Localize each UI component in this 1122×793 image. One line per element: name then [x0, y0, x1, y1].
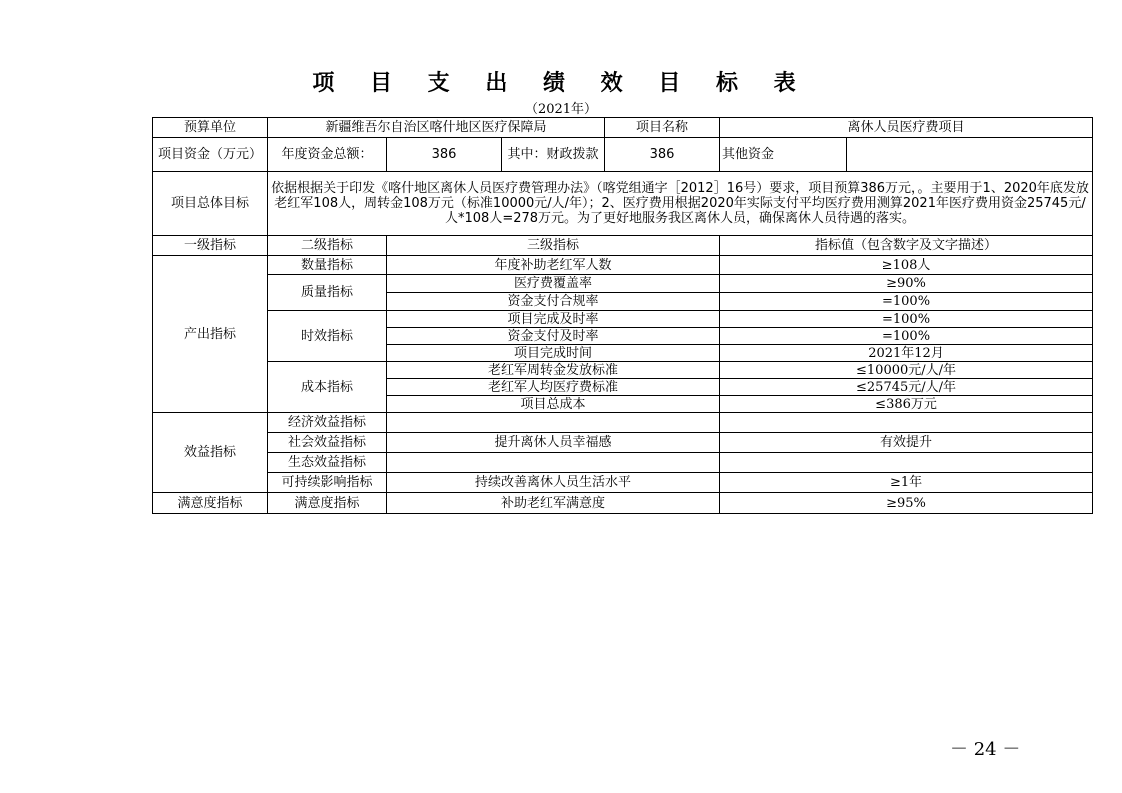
indicator-value: ≥1年 [720, 473, 1093, 493]
indicator-value: ≥90% [720, 275, 1093, 293]
project-name-value: 离休人员医疗费项目 [720, 118, 1093, 138]
indicator-name: 项目总成本 [387, 396, 720, 413]
fiscal-value: 386 [605, 138, 720, 172]
indicator-name: 资金支付合规率 [387, 293, 720, 311]
table-row [153, 311, 1093, 328]
indicator-value: ≤25745元/人/年 [720, 379, 1093, 396]
indicator-name [387, 453, 720, 473]
table-row [153, 275, 1093, 293]
funds-row [153, 138, 1093, 172]
header-row [153, 118, 1093, 138]
col-level2: 二级指标 [268, 236, 387, 256]
indicator-name: 医疗费覆盖率 [387, 275, 720, 293]
indicator-name: 老红军周转金发放标准 [387, 362, 720, 379]
output-label: 产出指标 [153, 256, 268, 413]
indicator-name: 年度补助老红军人数 [387, 256, 720, 275]
indicator-value: ≤386万元 [720, 396, 1093, 413]
indicator-value [720, 413, 1093, 433]
indicator-name: 项目完成及时率 [387, 311, 720, 328]
indicator-value: ≥95% [720, 493, 1093, 514]
economic-label: 经济效益指标 [268, 413, 387, 433]
quantity-label: 数量指标 [268, 256, 387, 275]
satisfaction-sub-label: 满意度指标 [268, 493, 387, 514]
goal-text: 依据根据关于印发《喀什地区离休人员医疗费管理办法》（喀党组通字［2012］16号）要求，项目预算386万元，。主要用于1、2020年底发放老红军108人，周转金108万元（标准10000元/人/年）；2、医疗费用根据2020年实际支付平均医疗费用测算2021年医疗费用资金25745元/人*108人=278万元。为了更好地服务我区离休人员，确保离休人员待遇的落实。 [268, 172, 1093, 236]
col-value: 指标值（包含数字及文字描述） [720, 236, 1093, 256]
page-title: 项 目 支 出 绩 效 目 标 表 [312, 70, 810, 96]
quality-label: 质量指标 [268, 275, 387, 311]
indicator-name [387, 413, 720, 433]
indicator-value: =100% [720, 328, 1093, 345]
table-row [153, 493, 1093, 514]
table-row [153, 362, 1093, 379]
indicator-value: ≥108人 [720, 256, 1093, 275]
annual-total-label: 年度资金总额： [268, 138, 387, 172]
other-funds-label: 其他资金 [720, 138, 847, 172]
indicator-value: ≤10000元/人/年 [720, 362, 1093, 379]
col-level1: 一级指标 [153, 236, 268, 256]
table-row [153, 433, 1093, 453]
ecological-label: 生态效益指标 [268, 453, 387, 473]
indicator-value: =100% [720, 293, 1093, 311]
indicator-value: =100% [720, 311, 1093, 328]
indicator-name: 资金支付及时率 [387, 328, 720, 345]
social-label: 社会效益指标 [268, 433, 387, 453]
table-row [153, 453, 1093, 473]
table-row [153, 256, 1093, 275]
funds-label: 项目资金（万元） [153, 138, 268, 172]
table-row [153, 473, 1093, 493]
project-name-label: 项目名称 [605, 118, 720, 138]
indicator-name: 补助老红军满意度 [387, 493, 720, 514]
satisfaction-label: 满意度指标 [153, 493, 268, 514]
col-level3: 三级指标 [387, 236, 720, 256]
page-number: － 24 － [950, 739, 1021, 760]
sustainable-label: 可持续影响指标 [268, 473, 387, 493]
table-row [153, 413, 1093, 433]
indicator-name: 项目完成时间 [387, 345, 720, 362]
indicator-name: 持续改善离休人员生活水平 [387, 473, 720, 493]
year-subtitle: （2021年） [524, 102, 598, 117]
other-funds-value [847, 138, 1093, 172]
fiscal-label: 其中：财政拨款 [502, 138, 605, 172]
annual-total-value: 386 [387, 138, 502, 172]
budget-unit-label: 预算单位 [153, 118, 268, 138]
indicator-name: 老红军人均医疗费标准 [387, 379, 720, 396]
timeliness-label: 时效指标 [268, 311, 387, 362]
indicator-value: 有效提升 [720, 433, 1093, 453]
column-header-row [153, 236, 1093, 256]
cost-label: 成本指标 [268, 362, 387, 413]
indicator-value: 2021年12月 [720, 345, 1093, 362]
goal-row [153, 172, 1093, 236]
goal-label: 项目总体目标 [153, 172, 268, 236]
budget-unit-value: 新疆维吾尔自治区喀什地区医疗保障局 [268, 118, 605, 138]
indicator-name: 提升离休人员幸福感 [387, 433, 720, 453]
performance-target-table [152, 117, 1093, 514]
benefit-label: 效益指标 [153, 413, 268, 493]
indicator-value [720, 453, 1093, 473]
